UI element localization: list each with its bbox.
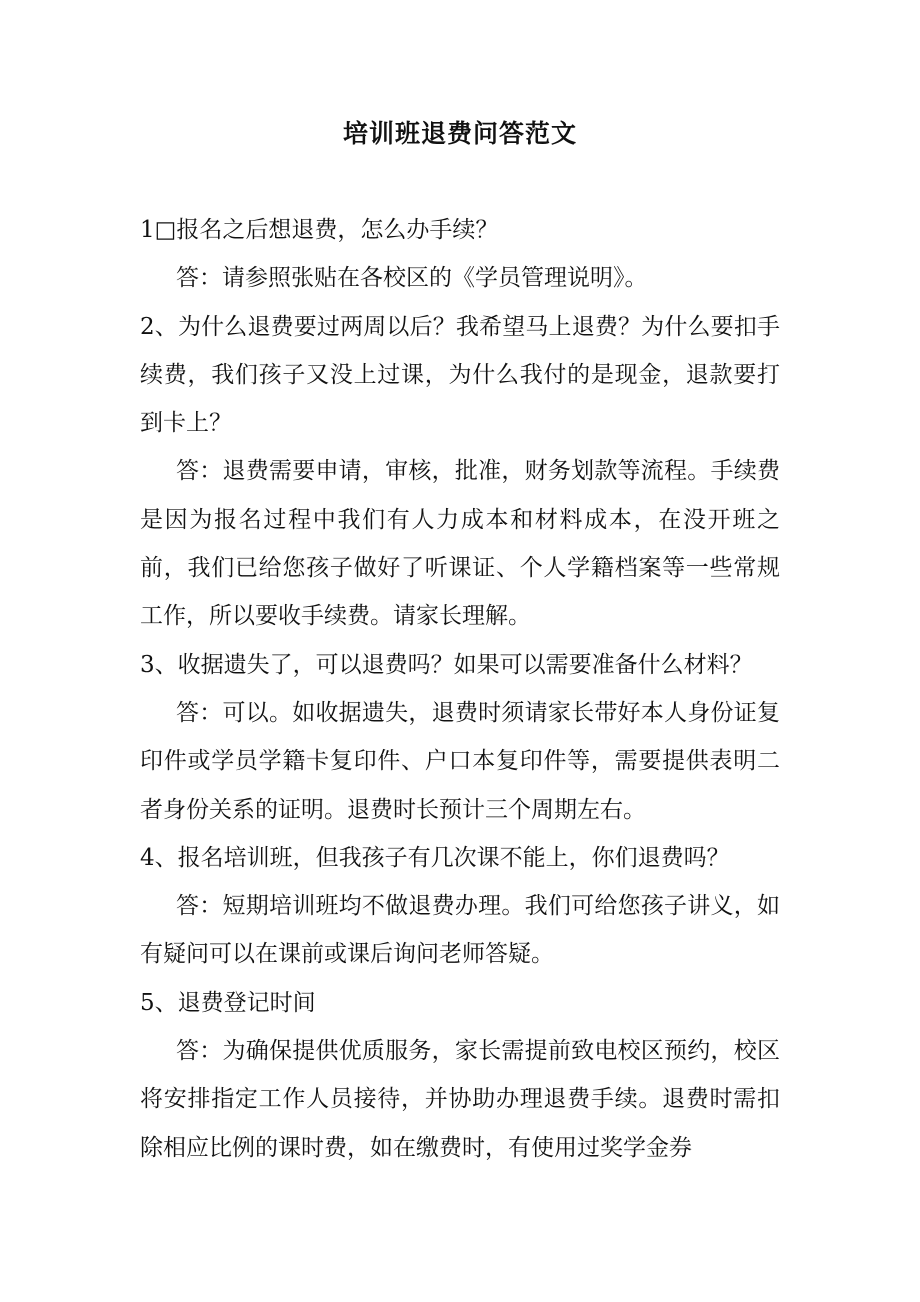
answer-4: 答：短期培训班均不做退费办理。我们可给您孩子讲义，如有疑问可以在课前或课后询问老师答疑。 [140, 893, 780, 968]
answer-1: 答：请参照张贴在各校区的《学员管理说明》。 [176, 265, 648, 292]
document-title: 培训班退费问答范文 [342, 119, 577, 148]
question-2: 2、为什么退费要过两周以后？我希望马上退费？为什么要扣手续费，我们孩子又没上过课，为什么我付的是现金，退款要打到卡上？ [140, 313, 780, 437]
answer-2: 答：退费需要申请，审核，批准，财务划款等流程。手续费是因为报名过程中我们有人力成本和材料成本，在没开班之前，我们已给您孩子做好了听课证、个人学籍档案等一些常规工作，所以要收手续费。请家长理解。 [140, 458, 780, 630]
answer-3: 答：可以。如收据遗失，退费时须请家长带好本人身份证复印件或学员学籍卡复印件、户口本复印件等，需要提供表明二者身份关系的证明。退费时长预计三个周期左右。 [140, 699, 780, 823]
question-3: 3、收据遗失了，可以退费吗？如果可以需要准备什么材料？ [140, 651, 753, 678]
document-body [140, 206, 780, 1172]
question-5: 5、退费登记时间 [140, 989, 316, 1016]
question-4: 4、报名培训班，但我孩子有几次课不能上，你们退费吗？ [140, 844, 730, 871]
answer-5: 答：为确保提供优质服务，家长需提前致电校区预约，校区将安排指定工作人员接待，并协助办理退费手续。退费时需扣除相应比例的课时费，如在缴费时，有使用过奖学金券 [140, 1038, 780, 1161]
question-1: 1□报名之后想退费，怎么办手续？ [140, 217, 499, 243]
